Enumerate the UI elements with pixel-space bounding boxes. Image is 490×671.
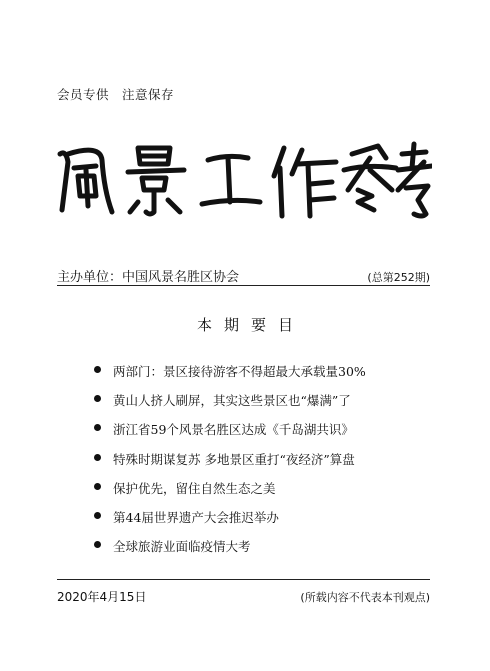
masthead: [57, 266, 430, 285]
publication-title-calligraphy: [52, 140, 432, 220]
issue-number: (总第252期): [367, 271, 430, 284]
list-item-label: 第44届世界遗产大会推迟举办: [113, 509, 279, 525]
list-item-label: 两部门：景区接待游客不得超最大承载量30%: [113, 364, 366, 379]
bottom-rule: [57, 579, 430, 580]
list-item-label: 保护优先，留住自然生态之美: [113, 480, 276, 496]
list-item[interactable]: [113, 479, 366, 508]
bullet-icon: [94, 541, 101, 548]
sponsor-line: 主办单位：中国风景名胜区协会: [57, 270, 240, 285]
list-item-label: 浙江省59个风景名胜区达成《千岛湖共识》: [113, 422, 354, 438]
list-item[interactable]: [113, 450, 366, 479]
list-item[interactable]: [113, 391, 366, 420]
contents-list: [113, 362, 366, 566]
top-rule: [57, 285, 430, 286]
list-item[interactable]: [113, 537, 366, 566]
footer: [57, 588, 430, 605]
disclaimer: (所载内容不代表本刊观点): [300, 591, 430, 604]
bullet-icon: [94, 512, 101, 519]
bullet-icon: [94, 395, 101, 402]
list-item-label: 特殊时期谋复苏 多地景区重打“夜经济”算盘: [113, 451, 355, 467]
bullet-icon: [94, 483, 101, 490]
bullet-icon: [94, 454, 101, 461]
list-item[interactable]: [113, 420, 366, 449]
list-item-label: 黄山人挤人刷屏，其实这些景区也“爆满”了: [113, 393, 351, 409]
bullet-icon: [94, 424, 101, 431]
contents-title: 本期要目: [196, 316, 305, 334]
publication-date: 2020年4月15日: [57, 590, 147, 604]
member-notice: 会员专供 注意保存: [57, 87, 175, 102]
bullet-icon: [94, 366, 101, 373]
list-item[interactable]: [113, 362, 366, 391]
list-item[interactable]: [113, 508, 366, 537]
list-item-label: 全球旅游业面临疫情大考: [113, 539, 251, 555]
